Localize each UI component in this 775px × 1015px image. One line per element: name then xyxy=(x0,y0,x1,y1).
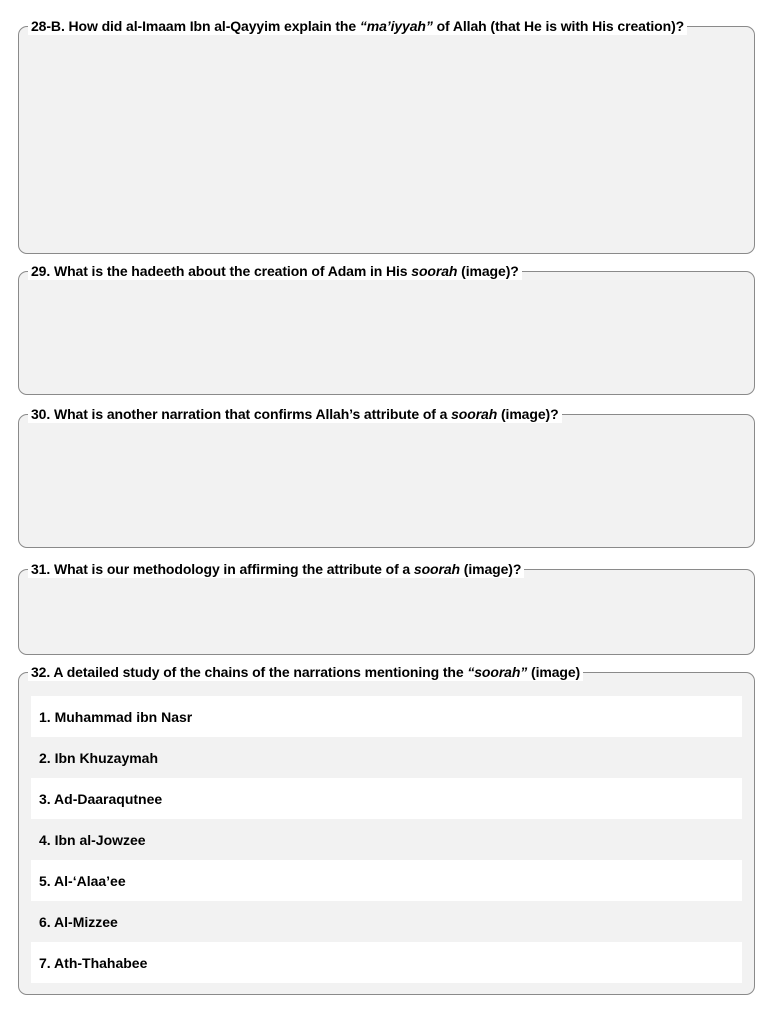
question-29-box xyxy=(18,263,755,395)
question-30-title: 30. What is another narration that confirms Allah’s attribute of a soorah (image)? xyxy=(28,405,562,423)
study-item-ibn-khuzaymah[interactable]: 2. Ibn Khuzaymah xyxy=(31,737,742,778)
question-29-answer-area[interactable] xyxy=(19,272,754,394)
question-28b-box xyxy=(18,18,755,254)
study-item-al-mizzee[interactable]: 6. Al-Mizzee xyxy=(31,901,742,942)
question-28b-answer-area[interactable] xyxy=(19,27,754,253)
question-32-box xyxy=(18,664,755,995)
question-30-answer-area[interactable] xyxy=(19,415,754,547)
question-32-title: 32. A detailed study of the chains of the narrations mentioning the “soorah” (image) xyxy=(28,663,583,681)
question-29-title: 29. What is the hadeeth about the creation of Adam in His soorah (image)? xyxy=(28,262,522,280)
study-item-ad-daaraqutnee[interactable]: 3. Ad-Daaraqutnee xyxy=(31,778,742,819)
question-31-answer-area[interactable] xyxy=(19,570,754,654)
study-item-al-alaaee[interactable]: 5. Al-‘Alaa’ee xyxy=(31,860,742,901)
question-28b-title: 28-B. How did al-Imaam Ibn al-Qayyim explain the “ma’iyyah” of Allah (that He is with His creation)? xyxy=(28,17,687,35)
study-item-ibn-al-jowzee[interactable]: 4. Ibn al-Jowzee xyxy=(31,819,742,860)
study-list xyxy=(31,696,742,983)
question-30-box xyxy=(18,406,755,548)
study-item-muhammad-ibn-nasr[interactable]: 1. Muhammad ibn Nasr xyxy=(31,696,742,737)
question-31-title: 31. What is our methodology in affirming the attribute of a soorah (image)? xyxy=(28,560,524,578)
study-item-ath-thahabee[interactable]: 7. Ath-Thahabee xyxy=(31,942,742,983)
question-31-box xyxy=(18,561,755,655)
